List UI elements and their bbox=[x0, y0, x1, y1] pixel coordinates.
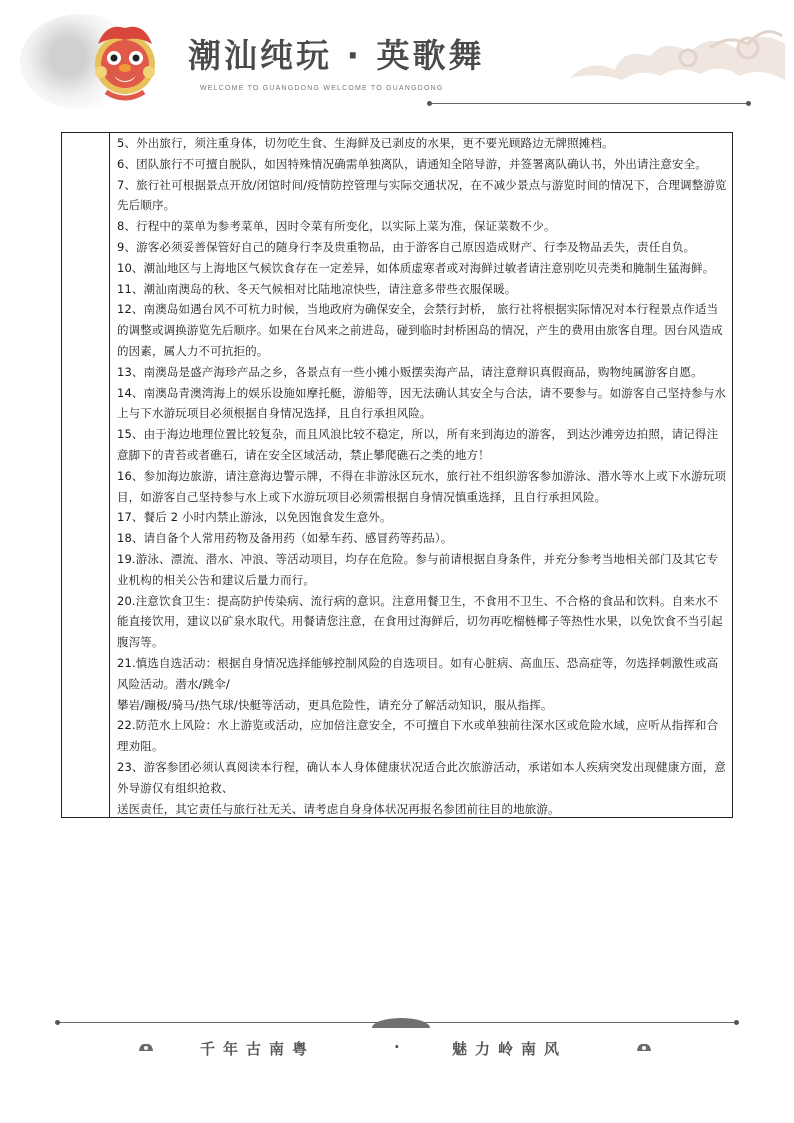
notes-list bbox=[117, 133, 727, 819]
list-item: 10、潮汕地区与上海地区气候饮食存在一定差异，如体质虚寒者或对海鲜过敏者请注意别吃贝壳类和腌制生猛海鲜。 bbox=[117, 260, 715, 275]
cloud-emblem-icon bbox=[636, 1041, 652, 1053]
list-item: 送医责任，其它责任与旅行社无关、请考虑自身身体状况再报名参团前往目的地旅游。 bbox=[117, 801, 560, 816]
cloud-ornament-icon bbox=[560, 18, 790, 98]
footer-ornament bbox=[372, 1018, 430, 1028]
notes-table bbox=[61, 132, 733, 818]
list-item: 14、南澳岛青澳湾海上的娱乐设施如摩托艇，游船等，因无法确认其安全与合法，请不要参与。如游客自己坚持参与水上与下水游玩项目必须根据自身情况选择，且自行承担风险。 bbox=[117, 385, 727, 421]
list-item: 17、餐后 2 小时内禁止游泳，以免因饱食发生意外。 bbox=[117, 510, 392, 525]
list-item: 12、南澳岛如遇台风不可杭力时候，当地政府为确保安全，会禁行封桥， 旅行社将根据实际情况对本行程景点作适当的调整或调换游览先后顺序。如果在台风来之前进岛，碰到临时封桥困岛的情况，产生的费用由旅客自理。因台风造成的因素，属人力不可抗拒的。 bbox=[117, 302, 723, 358]
list-item: 11、潮汕南澳岛的秋、冬天气候相对比陆地凉快些，请注意多带些衣服保暖。 bbox=[117, 281, 517, 296]
page-title: 潮汕纯玩 · 英歌舞 bbox=[188, 36, 485, 75]
page-subtitle: WELCOME TO GUANGDONG WELCOME TO GUANGDONG bbox=[200, 85, 444, 92]
list-item: 攀岩/蹦极/骑马/热气球/快艇等活动，更具危险性，请充分了解活动知识，服从指挥。 bbox=[117, 697, 553, 712]
page-header bbox=[0, 0, 794, 120]
list-item: 22.防范水上风险：水上游览或活动，应加倍注意安全，不可擅自下水或单独前往深水区或危险水域，应听从指挥和合理劝阻。 bbox=[117, 718, 719, 754]
list-item: 7、旅行社可根据景点开放/闭馆时间/疫情防控管理与实际交通状况，在不减少景点与游览时间的情况下，合理调整游览先后顺序。 bbox=[117, 177, 727, 213]
list-item: 23、游客参团必须认真阅读本行程，确认本人身体健康状况适合此次旅游活动，承诺如本人疾病突发出现健康方面，意外导游仅有组织抢救、 bbox=[117, 759, 727, 795]
header-divider bbox=[430, 103, 748, 104]
footer-slogan-right: 魅力岭南风 bbox=[452, 1040, 568, 1058]
list-item: 6、团队旅行不可擅自脱队，如因特殊情况确需单独离队，请通知全陪导游，并签署离队确认书，外出请注意安全。 bbox=[117, 156, 707, 171]
list-item: 13、南澳岛是盛产海珍产品之乡，各景点有一些小摊小贩摆卖海产品，请注意辩识真假商品，购物纯属游客自愿。 bbox=[117, 364, 703, 379]
list-item: 18、请自备个人常用药物及备用药（如晕车药、感冒药等药品）。 bbox=[117, 531, 453, 546]
lion-head-icon bbox=[86, 18, 164, 104]
list-item: 16、参加海边旅游，请注意海边警示牌，不得在非游泳区玩水，旅行社不组织游客参加游泳、潜水等水上或下水游玩项目，如游客自己坚持参与水上或下水游玩项目必须需根据自身情况慎重选择，且自行承担风险。 bbox=[117, 468, 727, 504]
list-item: 8、行程中的菜单为参考菜单，因时令菜有所变化，以实际上菜为准，保证菜数不少。 bbox=[117, 219, 556, 234]
list-item: 20.注意饮食卫生：提高防护传染病、流行病的意识。注意用餐卫生，不食用不卫生、不合格的食品和饮料。自来水不能直接饮用，建议以矿泉水取代。用餐请您注意，在食用过海鲜后，切勿再吃榴梿椰子等热性水果，以免饮食不当引起腹泻等。 bbox=[117, 593, 723, 650]
list-item: 9、游客必须妥善保管好自己的随身行李及贵重物品，由于游客自己原因造成财产、行李及物品丢失，责任自负。 bbox=[117, 239, 696, 254]
list-item: 19.游泳、漂流、潜水、冲浪、等活动项目，均存在危险。参与前请根据自身条件，并充分参考当地相关部门及其它专业机构的相关公告和建议后量力而行。 bbox=[117, 551, 719, 587]
list-item: 15、由于海边地理位置比较复杂，而且风浪比较不稳定，所以，所有来到海边的游客， 到达沙滩旁边拍照，请记得注意脚下的青苔或者礁石，请在安全区域活动，禁止攀爬礁石之类的地方！ bbox=[117, 427, 719, 462]
page-footer bbox=[0, 1010, 794, 1123]
list-item: 5、外出旅行，须注重身体，切勿吃生食、生海鲜及已剥皮的水果，更不要光顾路边无牌照摊档。 bbox=[117, 136, 614, 150]
cloud-emblem-icon bbox=[138, 1041, 154, 1053]
list-item: 21.慎选自选活动：根据自身情况选择能够控制风险的自选项目。如有心脏病、高血压、恐高症等，勿选择刺激性或高风险活动。潜水/跳伞/ bbox=[117, 655, 719, 691]
table-label-column bbox=[62, 133, 110, 817]
footer-separator: · bbox=[394, 1038, 408, 1056]
footer-slogan-left: 千年古南粤 bbox=[200, 1040, 316, 1058]
